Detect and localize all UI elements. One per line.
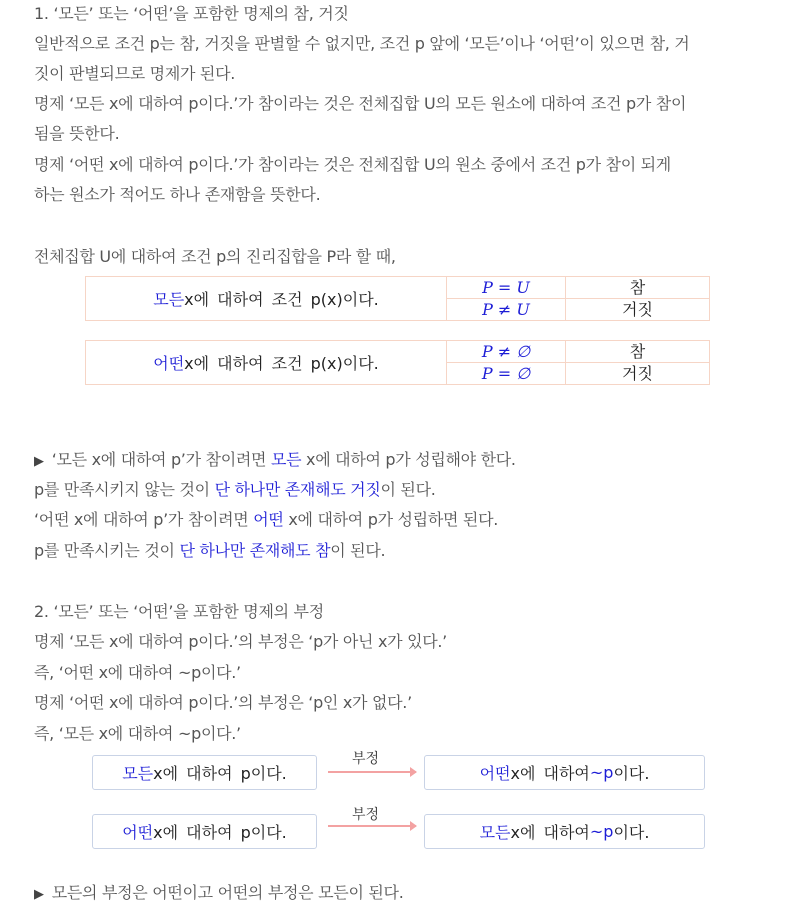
section2-line-1: 명제 ‘모든 x에 대하여 p이다.’의 부정은 ‘p가 아닌 x가 있다.’ xyxy=(34,632,447,651)
triangle-bullet-icon: ▶ xyxy=(34,887,44,902)
triangle-bullet-icon: ▶ xyxy=(34,454,44,469)
statement-rest: x에 대하여 xyxy=(510,764,590,783)
statement-rest: x에 대하여 조건 p(x)이다. xyxy=(184,354,379,373)
quantifier-all: 모든 xyxy=(153,290,185,309)
condition-2: P = ∅ xyxy=(481,363,531,383)
note-highlight: 단 하나만 존재해도 거짓 xyxy=(214,480,381,499)
truth-table-some-statement xyxy=(86,341,447,384)
condition-1: P ≠ ∅ xyxy=(447,341,565,363)
negation-arrow-icon xyxy=(328,771,416,773)
section2-line-2: 즉, ‘어떤 x에 대하여 ~p이다.’ xyxy=(34,663,241,682)
result-1: 참 xyxy=(566,341,709,363)
paragraph-4: 전체집합 U에 대하여 조건 p의 진리집합을 P라 할 때, xyxy=(34,247,396,266)
paragraph-3a: 명제 ‘어떤 x에 대하여 p이다.’가 참이라는 것은 전체집합 U의 원소 중에서 조건 p가 참이 되게 xyxy=(34,155,671,174)
note-text: 이 된다. xyxy=(330,541,386,560)
negation-source-box-2 xyxy=(92,814,317,849)
quantifier: 어떤 xyxy=(122,823,154,842)
section2-line-4: 즉, ‘모든 x에 대하여 ~p이다.’ xyxy=(34,724,241,743)
section2-title: 2. ‘모든’ 또는 ‘어떤’을 포함한 명제의 부정 xyxy=(34,602,324,621)
statement-rest: x에 대하여 p이다. xyxy=(153,823,287,842)
note-text: ‘모든 x에 대하여 p’가 참이려면 xyxy=(51,450,271,469)
statement-end: 이다. xyxy=(613,823,650,842)
paragraph-1a: 일반적으로 조건 p는 참, 거짓을 판별할 수 없지만, 조건 p 앞에 ‘모든’이나 ‘어떤’이 있으면 참, 거 xyxy=(34,34,690,53)
statement-rest: x에 대하여 xyxy=(510,823,590,842)
negation-arrow-label: 부정 xyxy=(352,807,380,823)
condition-column xyxy=(447,277,566,320)
result-column xyxy=(566,341,709,384)
statement-end: 이다. xyxy=(613,764,650,783)
note-text: 모든의 부정은 어떤이고 어떤의 부정은 모든이 된다. xyxy=(51,883,404,902)
result-1: 참 xyxy=(566,277,709,299)
note-highlight: 단 하나만 존재해도 참 xyxy=(179,541,331,560)
note-text: p를 만족시키지 않는 것이 xyxy=(34,480,215,499)
paragraph-2a: 명제 ‘모든 x에 대하여 p이다.’가 참이라는 것은 전체집합 U의 모든 원소에 대하여 조건 p가 참이 xyxy=(34,94,687,113)
result-2: 거짓 xyxy=(622,363,653,383)
quantifier: 모든 xyxy=(122,764,154,783)
note-highlight: 모든 xyxy=(270,450,302,469)
section1-title: 1. ‘모든’ 또는 ‘어떤’을 포함한 명제의 참, 거짓 xyxy=(34,4,349,23)
negated-p: ~p xyxy=(589,763,614,782)
paragraph-2b: 됨을 뜻한다. xyxy=(34,124,120,143)
result-column xyxy=(566,277,709,320)
note-highlight: 어떤 xyxy=(253,510,284,529)
statement-rest: x에 대하여 p이다. xyxy=(153,764,287,783)
negation-source-box-1 xyxy=(92,755,317,790)
note-text: p를 만족시키는 것이 xyxy=(34,541,180,560)
negation-result-box-2 xyxy=(424,814,705,849)
paragraph-1b: 짓이 판별되므로 명제가 된다. xyxy=(34,64,236,83)
truth-table-all-statement xyxy=(86,277,447,320)
negation-result-box-1 xyxy=(424,755,705,790)
note1-line-c xyxy=(34,510,498,530)
section2-line-3: 명제 ‘어떤 x에 대하여 p이다.’의 부정은 ‘p인 x가 없다.’ xyxy=(34,693,412,712)
negation-arrow-icon xyxy=(328,825,416,827)
quantifier: 모든 xyxy=(479,823,511,842)
note1-line-a xyxy=(34,450,516,472)
truth-table-some xyxy=(85,340,710,385)
note-text: x에 대하여 p가 성립해야 한다. xyxy=(301,450,516,469)
result-2: 거짓 xyxy=(622,299,653,319)
note-text: 이 된다. xyxy=(380,480,436,499)
note1-line-b xyxy=(34,480,436,500)
quantifier: 어떤 xyxy=(479,764,511,783)
condition-2: P ≠ U xyxy=(482,299,530,319)
quantifier-some: 어떤 xyxy=(153,354,185,373)
negated-p: ~p xyxy=(589,822,614,841)
negation-arrow-label: 부정 xyxy=(352,751,380,767)
note1-line-d xyxy=(34,541,385,561)
note2-line xyxy=(34,883,403,905)
condition-column xyxy=(447,341,566,384)
condition-1: P = U xyxy=(447,277,565,299)
truth-table-all xyxy=(85,276,710,321)
paragraph-3b: 하는 원소가 적어도 하나 존재함을 뜻한다. xyxy=(34,185,321,204)
note-text: x에 대하여 p가 성립하면 된다. xyxy=(283,510,499,529)
note-text: ‘어떤 x에 대하여 p’가 참이려면 xyxy=(34,510,254,529)
statement-rest: x에 대하여 조건 p(x)이다. xyxy=(184,290,379,309)
